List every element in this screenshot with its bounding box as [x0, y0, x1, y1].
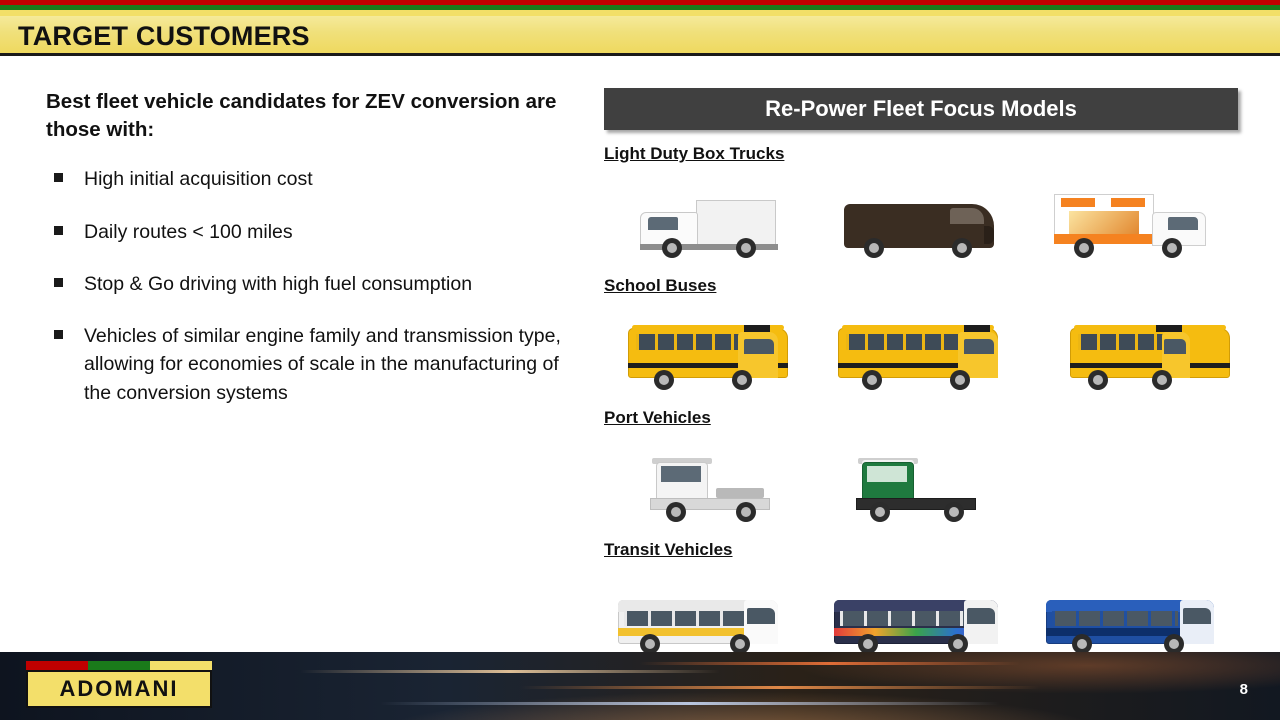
uhaul-truck-art — [1054, 188, 1206, 258]
yellow-school-bus-front-image — [604, 298, 816, 394]
bullet-list — [46, 165, 586, 407]
footer-band — [0, 652, 1280, 720]
panel-title: Re-Power Fleet Focus Models — [765, 96, 1077, 121]
light-streak — [300, 670, 720, 673]
image-row — [604, 430, 1244, 526]
bullet-text: High initial acquisition cost — [84, 168, 313, 191]
bullet-square-icon — [54, 330, 63, 339]
logo-stripes — [26, 661, 212, 670]
category-label: School Buses — [604, 276, 717, 295]
terminal-tractor-art — [650, 450, 770, 522]
box-truck-art — [640, 194, 776, 258]
image-row — [604, 166, 1244, 262]
category-label: Port Vehicles — [604, 408, 711, 427]
left-content-column — [46, 88, 586, 431]
white-yellow-transit-bus-image — [604, 562, 816, 658]
school-bus-art — [628, 316, 778, 390]
uhaul-box-truck-image — [1028, 166, 1240, 262]
middletown-area-transit-bus-image — [816, 562, 1028, 658]
right-content-column — [604, 88, 1244, 658]
yellow-school-bus-side-image — [816, 298, 1028, 394]
page-title: TARGET CUSTOMERS — [18, 21, 310, 51]
list-item — [46, 218, 586, 246]
category-port-vehicles — [604, 408, 1244, 526]
list-item — [46, 270, 586, 298]
terminal-tractor-art — [856, 450, 976, 522]
page-number: 8 — [1239, 681, 1248, 698]
blue-transit-bus-image — [1028, 562, 1240, 658]
list-item — [46, 322, 586, 407]
title-band — [0, 16, 1280, 56]
category-label: Transit Vehicles — [604, 540, 733, 559]
adomani-logo — [26, 670, 212, 708]
white-box-truck-image — [604, 166, 816, 262]
bullet-square-icon — [54, 226, 63, 235]
delivery-van-art — [844, 196, 994, 258]
category-light-duty-box-trucks — [604, 144, 1244, 262]
transit-bus-art — [618, 592, 778, 654]
yellow-school-bus-rear-image — [1028, 298, 1240, 394]
empty-cell — [1028, 430, 1240, 526]
top-ribbon — [0, 0, 1280, 16]
lead-statement: Best fleet vehicle candidates for ZEV conversion are those with: — [46, 90, 557, 141]
category-school-buses — [604, 276, 1244, 394]
bullet-text: Vehicles of similar engine family and transmission type, allowing for economies of scale in the manufacturing of the conversion systems — [84, 325, 561, 404]
white-terminal-tractor-image — [604, 430, 816, 526]
transit-bus-art — [1046, 592, 1214, 654]
panel-header — [604, 88, 1238, 130]
dark-delivery-van-image — [816, 166, 1028, 262]
category-label: Light Duty Box Trucks — [604, 144, 785, 163]
school-bus-art — [838, 316, 998, 390]
green-terminal-tractor-image — [816, 430, 1028, 526]
transit-bus-art — [834, 592, 998, 654]
bullet-text: Stop & Go driving with high fuel consumption — [84, 272, 473, 295]
light-streak — [520, 686, 1040, 689]
bullet-text: Daily routes < 100 miles — [84, 220, 293, 243]
bullet-square-icon — [54, 173, 63, 182]
image-row — [604, 298, 1244, 394]
bullet-square-icon — [54, 278, 63, 287]
image-row — [604, 562, 1244, 658]
category-transit-vehicles — [604, 540, 1244, 658]
logo-text: ADOMANI — [59, 676, 179, 701]
light-streak — [380, 702, 1000, 705]
list-item — [46, 165, 586, 193]
school-bus-art — [1070, 316, 1190, 390]
light-streak — [640, 662, 1020, 665]
